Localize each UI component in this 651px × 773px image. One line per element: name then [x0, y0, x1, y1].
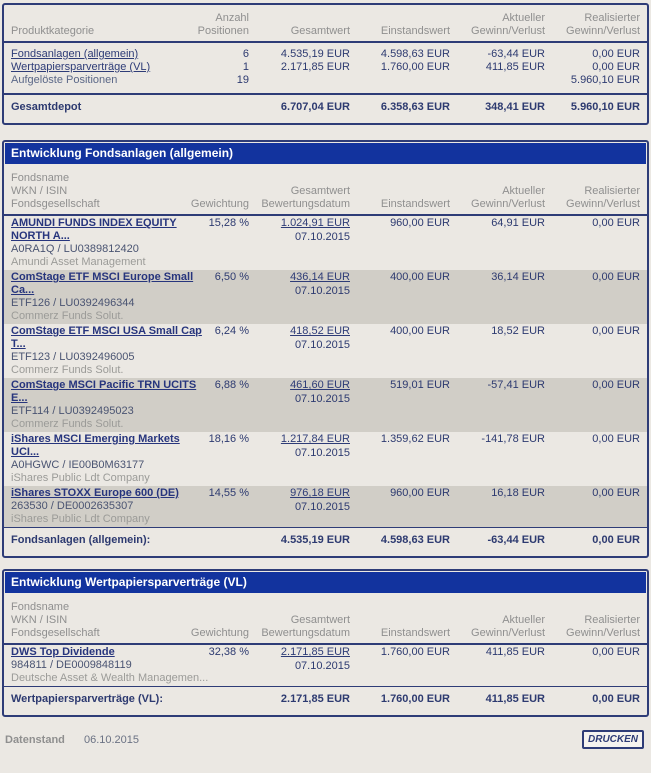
fund-name-link[interactable]: ComStage ETF MSCI Europe Small Ca... [11, 271, 194, 296]
fund-valuation-date: 07.10.2015 [294, 339, 350, 351]
fonds-total-label: Fondsanlagen (allgemein): [11, 534, 151, 546]
vl-total-gewinn: 411,85 EUR [485, 693, 545, 705]
fund-valuation-date: 07.10.2015 [294, 660, 350, 672]
fund-realisiert: 0,00 EUR [592, 325, 640, 337]
header-realisierter: Realisierter [584, 614, 640, 626]
header-bewertungsdatum: Bewertungsdatum [261, 198, 350, 210]
positions-count: 19 [236, 74, 249, 86]
fund-row [4, 645, 647, 686]
fund-row [4, 486, 647, 527]
fund-company: iShares Public Ldt Company [11, 513, 150, 525]
fund-einstandswert: 400,00 EUR [390, 271, 450, 283]
header-fondsname: Fondsname [11, 172, 70, 184]
header-real-gewinn-verlust: Gewinn/Verlust [566, 627, 640, 639]
fund-realisiert: 0,00 EUR [592, 646, 640, 658]
fund-weight: 18,16 % [208, 433, 249, 445]
header-einstandswert: Einstandswert [380, 198, 450, 210]
fund-value-link[interactable]: 461,60 EUR [290, 379, 350, 391]
fund-valuation-date: 07.10.2015 [294, 231, 350, 243]
header-aktueller: Aktueller [502, 185, 545, 197]
header-gewinn-verlust: Gewinn/Verlust [471, 25, 545, 37]
fund-row [4, 216, 647, 270]
fonds-total-einstand: 4.598,63 EUR [380, 534, 450, 546]
header-einstandswert: Einstandswert [380, 627, 450, 639]
header-fondsname: Fondsname [11, 601, 70, 613]
fondsanlagen-link[interactable]: Fondsanlagen (allgemein) [11, 48, 139, 60]
summary-header-row [4, 5, 647, 43]
header-gewinn-verlust: Gewinn/Verlust [471, 198, 545, 210]
fund-wkn-isin: ETF114 / LU0392495023 [11, 405, 134, 417]
fund-value-link[interactable]: 2.171,85 EUR [280, 646, 350, 658]
fund-company: iShares Public Ldt Company [11, 472, 150, 484]
fund-company: Amundi Asset Management [11, 256, 146, 268]
fund-row [4, 432, 647, 486]
fund-name-link[interactable]: iShares MSCI Emerging Markets UCI... [11, 433, 180, 458]
datenstand-value: 06.10.2015 [83, 733, 140, 746]
fund-realisiert: 0,00 EUR [592, 217, 640, 229]
header-gewichtung: Gewichtung [190, 627, 249, 639]
fund-weight: 32,38 % [208, 646, 249, 658]
fund-company: Commerz Funds Solut. [11, 310, 124, 322]
vl-section [2, 569, 649, 717]
fund-value-link[interactable]: 1.024,91 EUR [280, 217, 350, 229]
fund-weight: 6,88 % [214, 379, 249, 391]
fund-valuation-date: 07.10.2015 [294, 393, 350, 405]
header-produktkategorie: Produktkategorie [11, 25, 95, 37]
header-gewinn-verlust: Gewinn/Verlust [471, 627, 545, 639]
fund-wkn-isin: A0RA1Q / LU0389812420 [11, 243, 139, 255]
gesamtdepot-gesamtwert: 6.707,04 EUR [280, 101, 350, 113]
gesamtdepot-einstandswert: 6.358,63 EUR [380, 101, 450, 113]
fund-valuation-date: 07.10.2015 [294, 501, 350, 513]
fund-value-link[interactable]: 1.217,84 EUR [280, 433, 350, 445]
realisiert-value: 0,00 EUR [592, 61, 640, 73]
header-anzahl: Anzahl [215, 12, 249, 24]
fund-row [4, 324, 647, 378]
vl-total-einstand: 1.760,00 EUR [380, 693, 450, 705]
datenstand [5, 734, 139, 746]
fondsanlagen-section [2, 140, 649, 558]
fund-wkn-isin: ETF123 / LU0392496005 [11, 351, 135, 363]
fonds-total-gewinn: -63,44 EUR [487, 534, 545, 546]
fund-einstandswert: 960,00 EUR [390, 217, 450, 229]
fund-gewinn: 36,14 EUR [491, 271, 545, 283]
realisiert-value: 0,00 EUR [592, 48, 640, 60]
fund-valuation-date: 07.10.2015 [294, 285, 350, 297]
fund-realisiert: 0,00 EUR [592, 487, 640, 499]
fund-einstandswert: 400,00 EUR [390, 325, 450, 337]
fund-weight: 6,24 % [214, 325, 249, 337]
fund-gewinn: 64,91 EUR [491, 217, 545, 229]
gewinn-value: -63,44 EUR [487, 48, 545, 60]
header-real-gewinn-verlust: Gewinn/Verlust [566, 198, 640, 210]
fund-wkn-isin: 263530 / DE0002635307 [11, 500, 134, 512]
depot-summary-table [2, 3, 649, 125]
header-fondsgesellschaft: Fondsgesellschaft [11, 198, 100, 210]
fund-einstandswert: 1.760,00 EUR [380, 646, 450, 658]
positions-count: 6 [242, 48, 249, 60]
summary-row-wertpapiersparvertraege [4, 61, 647, 74]
fund-realisiert: 0,00 EUR [592, 379, 640, 391]
fonds-header-row [4, 165, 647, 216]
fund-gewinn: 411,85 EUR [485, 646, 545, 658]
realisiert-value: 5.960,10 EUR [570, 74, 640, 86]
fund-name-link[interactable]: AMUNDI FUNDS INDEX EQUITY NORTH A... [11, 217, 177, 242]
fund-name-link[interactable]: DWS Top Dividende [11, 646, 115, 658]
fund-company: Deutsche Asset & Wealth Managemen... [11, 672, 209, 684]
fund-wkn-isin: ETF126 / LU0392496344 [11, 297, 135, 309]
footer [0, 730, 651, 749]
fonds-total-row [4, 527, 647, 556]
fund-gewinn: -141,78 EUR [481, 433, 545, 445]
vl-header-row [4, 594, 647, 645]
fonds-total-realisiert: 0,00 EUR [592, 534, 640, 546]
fund-row [4, 378, 647, 432]
positions-count: 1 [242, 61, 249, 73]
gesamtdepot-gewinn: 348,41 EUR [485, 101, 545, 113]
fund-weight: 15,28 % [208, 217, 249, 229]
fund-gewinn: 16,18 EUR [491, 487, 545, 499]
header-wkn-isin: WKN / ISIN [11, 614, 68, 626]
fund-value-link[interactable]: 418,52 EUR [290, 325, 350, 337]
aufgeloeste-positionen-label: Aufgelöste Positionen [11, 74, 118, 86]
gewinn-value: 411,85 EUR [485, 61, 545, 73]
fund-einstandswert: 519,01 EUR [390, 379, 450, 391]
header-gesamtwert: Gesamtwert [290, 185, 350, 197]
header-realisierter: Realisierter [584, 12, 640, 24]
header-gewichtung: Gewichtung [190, 198, 249, 210]
vl-total-label: Wertpapiersparverträge (VL): [11, 693, 164, 705]
header-einstandswert: Einstandswert [380, 25, 450, 37]
summary-row-fondsanlagen [4, 48, 647, 61]
wertpapiersparvertraege-link[interactable]: Wertpapiersparverträge (VL) [11, 61, 151, 73]
header-bewertungsdatum: Bewertungsdatum [261, 627, 350, 639]
summary-row-aufgeloeste-positionen [4, 74, 647, 87]
gesamtdepot-total-row [4, 93, 647, 123]
fund-name-link[interactable]: ComStage MSCI Pacific TRN UCITS E... [11, 379, 197, 404]
header-realisierter: Realisierter [584, 185, 640, 197]
fund-weight: 14,55 % [208, 487, 249, 499]
fund-name-link[interactable]: iShares STOXX Europe 600 (DE) [11, 487, 179, 499]
header-gesamtwert: Gesamtwert [290, 614, 350, 626]
einstandswert-value: 4.598,63 EUR [380, 48, 450, 60]
fund-realisiert: 0,00 EUR [592, 271, 640, 283]
fund-gewinn: 18,52 EUR [491, 325, 545, 337]
fund-name-link[interactable]: ComStage ETF MSCI USA Small Cap T... [11, 325, 202, 350]
vl-total-realisiert: 0,00 EUR [592, 693, 640, 705]
fund-company: Commerz Funds Solut. [11, 364, 124, 376]
header-gesamtwert: Gesamtwert [290, 25, 350, 37]
section-title-vl: Entwicklung Wertpapiersparverträge (VL) [5, 572, 646, 593]
print-button[interactable]: DRUCKEN [582, 730, 644, 749]
fund-wkn-isin: A0HGWC / IE00B0M63177 [11, 459, 145, 471]
datenstand-label: Datenstand [5, 733, 65, 746]
fund-value-link[interactable]: 436,14 EUR [290, 271, 350, 283]
header-aktueller: Aktueller [502, 614, 545, 626]
gesamtdepot-realisiert: 5.960,10 EUR [570, 101, 640, 113]
header-aktueller: Aktueller [502, 12, 545, 24]
fund-einstandswert: 1.359,62 EUR [380, 433, 450, 445]
fund-gewinn: -57,41 EUR [487, 379, 545, 391]
fund-einstandswert: 960,00 EUR [390, 487, 450, 499]
einstandswert-value: 1.760,00 EUR [380, 61, 450, 73]
gesamtwert-value: 2.171,85 EUR [280, 61, 350, 73]
fund-company: Commerz Funds Solut. [11, 418, 124, 430]
vl-total-row [4, 686, 647, 715]
fonds-total-wert: 4.535,19 EUR [280, 534, 350, 546]
header-real-gewinn-verlust: Gewinn/Verlust [566, 25, 640, 37]
fund-weight: 6,50 % [214, 271, 249, 283]
fund-wkn-isin: 984811 / DE0009848119 [11, 659, 132, 671]
fund-row [4, 270, 647, 324]
fund-realisiert: 0,00 EUR [592, 433, 640, 445]
gesamtwert-value: 4.535,19 EUR [280, 48, 350, 60]
section-title-fondsanlagen: Entwicklung Fondsanlagen (allgemein) [5, 143, 646, 164]
vl-total-wert: 2.171,85 EUR [280, 693, 350, 705]
header-positionen: Positionen [197, 25, 249, 37]
fund-valuation-date: 07.10.2015 [294, 447, 350, 459]
fund-value-link[interactable]: 976,18 EUR [290, 487, 350, 499]
header-fondsgesellschaft: Fondsgesellschaft [11, 627, 100, 639]
header-wkn-isin: WKN / ISIN [11, 185, 68, 197]
gesamtdepot-label: Gesamtdepot [11, 101, 82, 113]
